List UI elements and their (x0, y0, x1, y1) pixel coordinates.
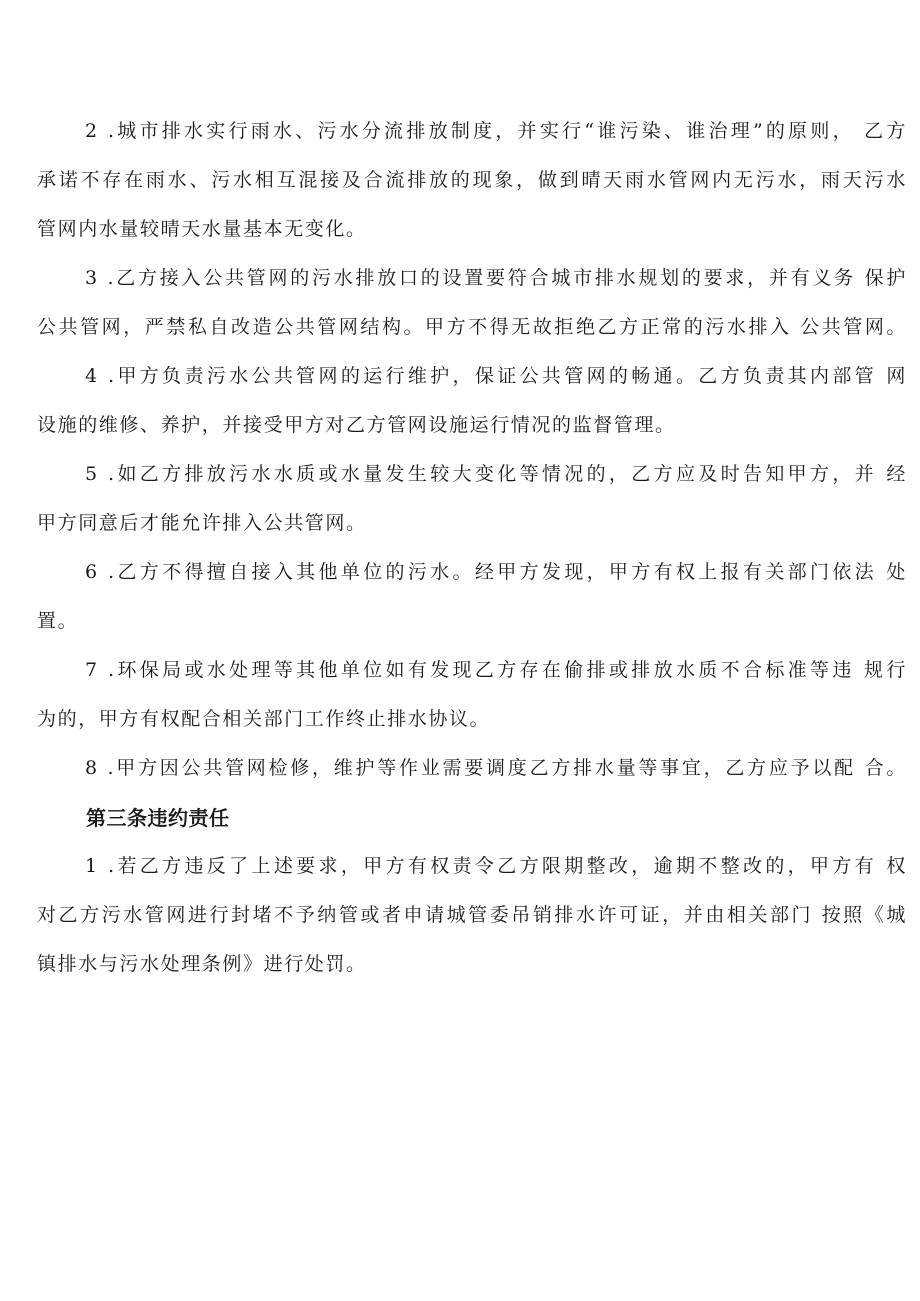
clause-6 (37, 548, 907, 646)
clause-3 (37, 254, 907, 352)
clause-6-line-2: 置。 (37, 610, 79, 632)
penalty-clause-1 (37, 842, 907, 989)
penalty-clause-line-2: 对乙方污水管网进行封堵不予纳管或者申请城管委吊销排水许可证，并由相关部门 按照《城 (37, 904, 907, 926)
clause-2-line-2: 承诺不存在雨水、污水相互混接及合流排放的现象，做到晴天雨水管网内无污水，雨天污水 (37, 169, 907, 191)
clause-8-line-1: 8 .甲方因公共管网检修，维护等作业需要调度乙方排水量等事宜，乙方应予以配 合。 (85, 757, 907, 779)
clause-2-line-1: 2 .城市排水实行雨水、污水分流排放制度，并实行“谁污染、谁治理”的原则， 乙方 (85, 120, 907, 142)
penalty-clause-line-3: 镇排水与污水处理条例》进行处罚。 (37, 953, 367, 975)
clause-3-line-2: 公共管网，严禁私自改造公共管网结构。甲方不得无故拒绝乙方正常的污水排入 公共管网。 (37, 316, 907, 338)
clause-3-line-1: 3 .乙方接入公共管网的污水排放口的设置要符合城市排水规划的要求，并有义务 保护 (85, 267, 907, 289)
clause-2 (37, 107, 907, 254)
penalty-clause-line-1: 1 .若乙方违反了上述要求，甲方有权责令乙方限期整改，逾期不整改的，甲方有 权 (85, 855, 907, 877)
clause-7-line-2: 为的，甲方有权配合相关部门工作终止排水协议。 (37, 708, 491, 730)
clause-7-line-1: 7 .环保局或水处理等其他单位如有发现乙方存在偷排或排放水质不合标准等违 规行 (85, 659, 907, 681)
clause-8 (37, 744, 907, 793)
clause-7 (37, 646, 907, 744)
clause-4-line-2: 设施的维修、养护，并接受甲方对乙方管网设施运行情况的监督管理。 (37, 414, 676, 436)
section-heading: 第三条违约责任 (86, 806, 230, 830)
clause-2-line-3: 管网内水量较晴天水量基本无变化。 (37, 218, 367, 240)
clause-5 (37, 450, 907, 548)
clause-5-line-1: 5 .如乙方排放污水水质或水量发生较大变化等情况的，乙方应及时告知甲方，并 经 (85, 463, 907, 485)
clause-6-line-1: 6 .乙方不得擅自接入其他单位的污水。经甲方发现，甲方有权上报有关部门依法 处 (85, 561, 907, 583)
clause-5-line-2: 甲方同意后才能允许排入公共管网。 (37, 512, 367, 534)
clause-4 (37, 352, 907, 450)
clause-4-line-1: 4 .甲方负责污水公共管网的运行维护，保证公共管网的畅通。乙方负责其内部管 网 (85, 365, 907, 387)
